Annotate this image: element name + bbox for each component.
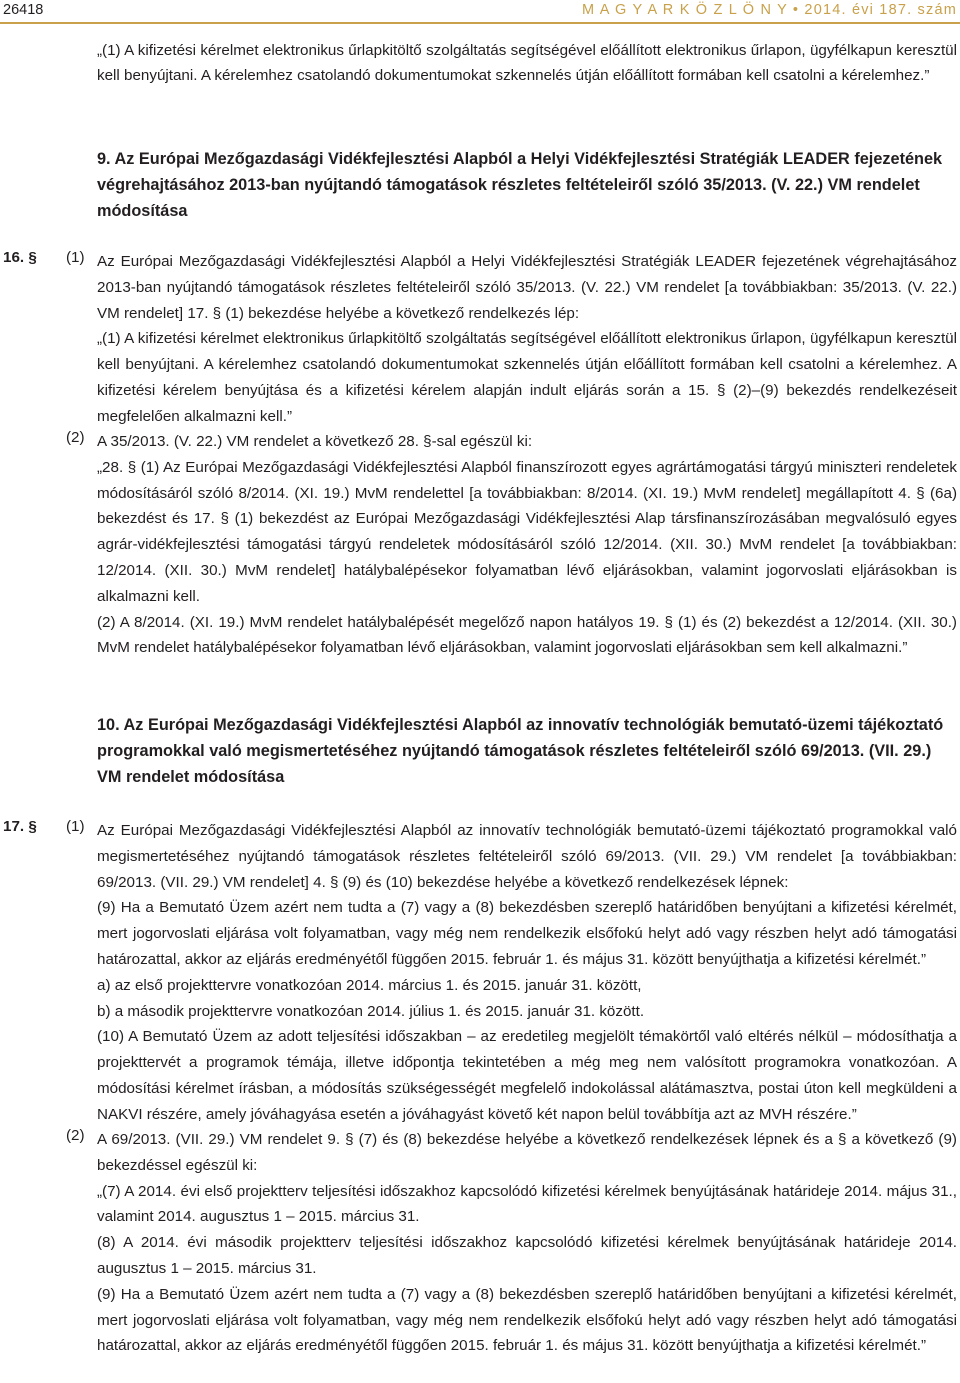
section-16-para-2 (97, 429, 957, 661)
section-16-para-2-number: (2) (66, 429, 85, 446)
section-17-para-2-number: (2) (66, 1127, 85, 1144)
page-header (0, 2, 960, 22)
section-17-para-2-text: A 69/2013. (VII. 29.) VM rendelet 9. § (7) és (8) bekezdése helyébe a következő rendelkezések lépnek és a § a következő (9) bekezdéssel egészül ki: (97, 1131, 957, 1174)
section-16-para-1 (97, 249, 957, 430)
section-17-para-1 (97, 818, 957, 1128)
section-17-quote-8: (8) A 2014. évi második projektterv teljesítési időszakhoz kapcsolódó kifizetési kérelmek benyújtásának határideje 2014. augusztus 1 – 2015. március 31. (97, 1234, 957, 1277)
section-16-label: 16. § (3, 249, 37, 266)
section-17-quote-9: (9) Ha a Bemutató Üzem azért nem tudta a (7) vagy a (8) bekezdésben szereplő határidőben benyújtani a kifizetési kérelmét, mert jogorvoslati eljárása volt folyamatban, vagy még nem rendelkezik elsőfokú helyt adó vagy részben helyt adó támogatási határozattal, akkor az eljárás eredményétől függően 2015. február 1. és május 31. között benyújthatja a kifizetési kérelmét.” (97, 899, 957, 968)
header-rule (0, 22, 960, 24)
section-16-para-2-quote: „28. § (1) Az Európai Mezőgazdasági Vidékfejlesztési Alapból finanszírozott egyes agrártámogatási tárgyú miniszteri rendeletek módosításáról szóló 8/2014. (XI. 19.) MvM rendelettel [a továbbiakban: 8/2014. (XI. 19.) MvM rendelet] megállapított 4. § (6a) bekezdést és 17. § (1) bekezdést az Európai Mezőgazdasági Vidékfejlesztési Alap társfinanszírozásában megvalósuló egyes agrár-vidékfejlesztési támogatási tárgyú rendeletek módosításáról szóló 12/2014. (XII. 30.) MvM rendelet [a továbbiakban: 12/2014. (XII. 30.) MvM rendelet] hatálybalépésekor folyamatban lévő eljárásokban, valamint jogorvoslati eljárásokban is alkalmazni kell. (97, 458, 957, 605)
heading-section-9: 9. Az Európai Mezőgazdasági Vidékfejlesztési Alapból a Helyi Vidékfejlesztési Stratégiák LEADER fejezetének végrehajtásához 2013-ban nyújtandó támogatások részletes feltételeiről szóló 35/2013. (V. 22.) VM rendelet módosítása (97, 150, 943, 220)
section-16-para-1-number: (1) (66, 249, 85, 266)
section-17-para-2 (97, 1127, 957, 1359)
section-17-quote-9-new: (9) Ha a Bemutató Üzem azért nem tudta a (7) vagy a (8) bekezdésben szereplő határidőben benyújtani a kifizetési kérelmét, mert jogorvoslati eljárása volt folyamatban, vagy még nem rendelkezik elsőfokú helyt adó vagy részben helyt adó támogatási határozattal, akkor az eljárás eredményétől függően 2015. február 1. és május 31. között benyújthatja a kifizetési kérelmét.” (97, 1285, 957, 1355)
section-16-para-2-text: A 35/2013. (V. 22.) VM rendelet a következő 28. §-sal egészül ki: (97, 433, 533, 450)
section-17-para-1-number: (1) (66, 818, 85, 835)
section-16-para-2-quote-2: (2) A 8/2014. (XI. 19.) MvM rendelet hatálybalépését megelőző napon hatályos 19. § (1) és (2) bekezdést a 12/2014. (XII. 30.) MvM rendelet hatálybalépésekor folyamatban lévő eljárásokban, valamint jogorvoslati eljárásokban sem kell alkalmazni.” (97, 613, 957, 657)
section-16-para-1-quote: „(1) A kifizetési kérelmet elektronikus űrlapkitöltő szolgáltatás segítségével előállított elektronikus űrlapon, ügyfélkapun keresztül kell benyújtani. A kérelemhez csatolandó dokumentumokat szkennelés útján előállított formában kell csatolni a kérelemhez. A kifizetési kérelem benyújtása és a kifizetési kérelem alapján indult eljárás során a 15. § (2)–(9) bekezdés rendelkezéseit megfelelően alkalmazni kell.” (97, 330, 957, 425)
intro-quote: „(1) A kifizetési kérelmet elektronikus űrlapkitöltő szolgáltatás segítségével előállított elektronikus űrlapon, ügyfélkapun keresztül kell benyújtani. A kérelemhez csatolandó dokumentumokat szkennelés útján előállított formában kell csatolni a kérelemhez.” (97, 42, 957, 85)
section-17-quote-10: (10) A Bemutató Üzem az adott teljesítési időszakban – az eredetileg megjelölt témakörtől való eltérés nélkül – módosíthatja a projekttervét a programok témája, illetve időpontja tekintetében a még meg nem valósított programokra vonatkozóan. A módosítási kérelmet írásban, a módosítás szükségességét megfelelő indokolással alátámasztva, postai úton kell megküldeni a NAKVI részére, amely jóváhagyása esetén a jóváhagyást követő két napon belül továbbítja azt az MVH részére.” (97, 1028, 957, 1123)
journal-title: M A G Y A R K Ö Z L Ö N Y • 2014. évi 187. szám (582, 2, 957, 18)
section-17-label: 17. § (3, 818, 37, 835)
section-17-quote-7: „(7) A 2014. évi első projektterv teljesítési időszakhoz kapcsolódó kifizetési kérelmek benyújtásának határideje 2014. május 31., valamint 2014. augusztus 1 – 2015. március 31. (97, 1182, 957, 1226)
section-16-para-1-text: Az Európai Mezőgazdasági Vidékfejlesztési Alapból a Helyi Vidékfejlesztési Stratégiák LEADER fejezetének végrehajtásához 2013-ban nyújtandó támogatások részletes feltételeiről szóló 35/2013. (V. 22.) VM rendelet [a továbbiakban: 35/2013. (V. 22.) VM rendelet] 17. § (1) bekezdése helyébe a következő rendelkezés lép: (97, 253, 957, 322)
section-17-quote-9a: a) az első projekttervre vonatkozóan 2014. március 1. és 2015. január 31. között, (97, 976, 642, 994)
heading-section-10: 10. Az Európai Mezőgazdasági Vidékfejlesztési Alapból az innovatív technológiák bemutató-üzemi tájékoztató programokkal való megismertetéséhez nyújtandó támogatások részletes feltételeiről szóló 69/2013. (VII. 29.) VM rendelet módosítása (97, 716, 944, 786)
section-17-para-1-text: Az Európai Mezőgazdasági Vidékfejlesztési Alapból az innovatív technológiák bemutató-üzemi tájékoztató programokkal való megismertetéséhez nyújtandó támogatások részletes feltételeiről szóló 69/2013. (VII. 29.) VM rendelet [a továbbiakban: 69/2013. (VII. 29.) VM rendelet] 4. § (9) és (10) bekezdése helyébe a következő rendelkezések lépnek: (97, 822, 957, 891)
page-number: 26418 (3, 2, 44, 18)
section-17-quote-9b: b) a második projekttervre vonatkozóan 2014. július 1. és 2015. január 31. között. (97, 1002, 645, 1020)
